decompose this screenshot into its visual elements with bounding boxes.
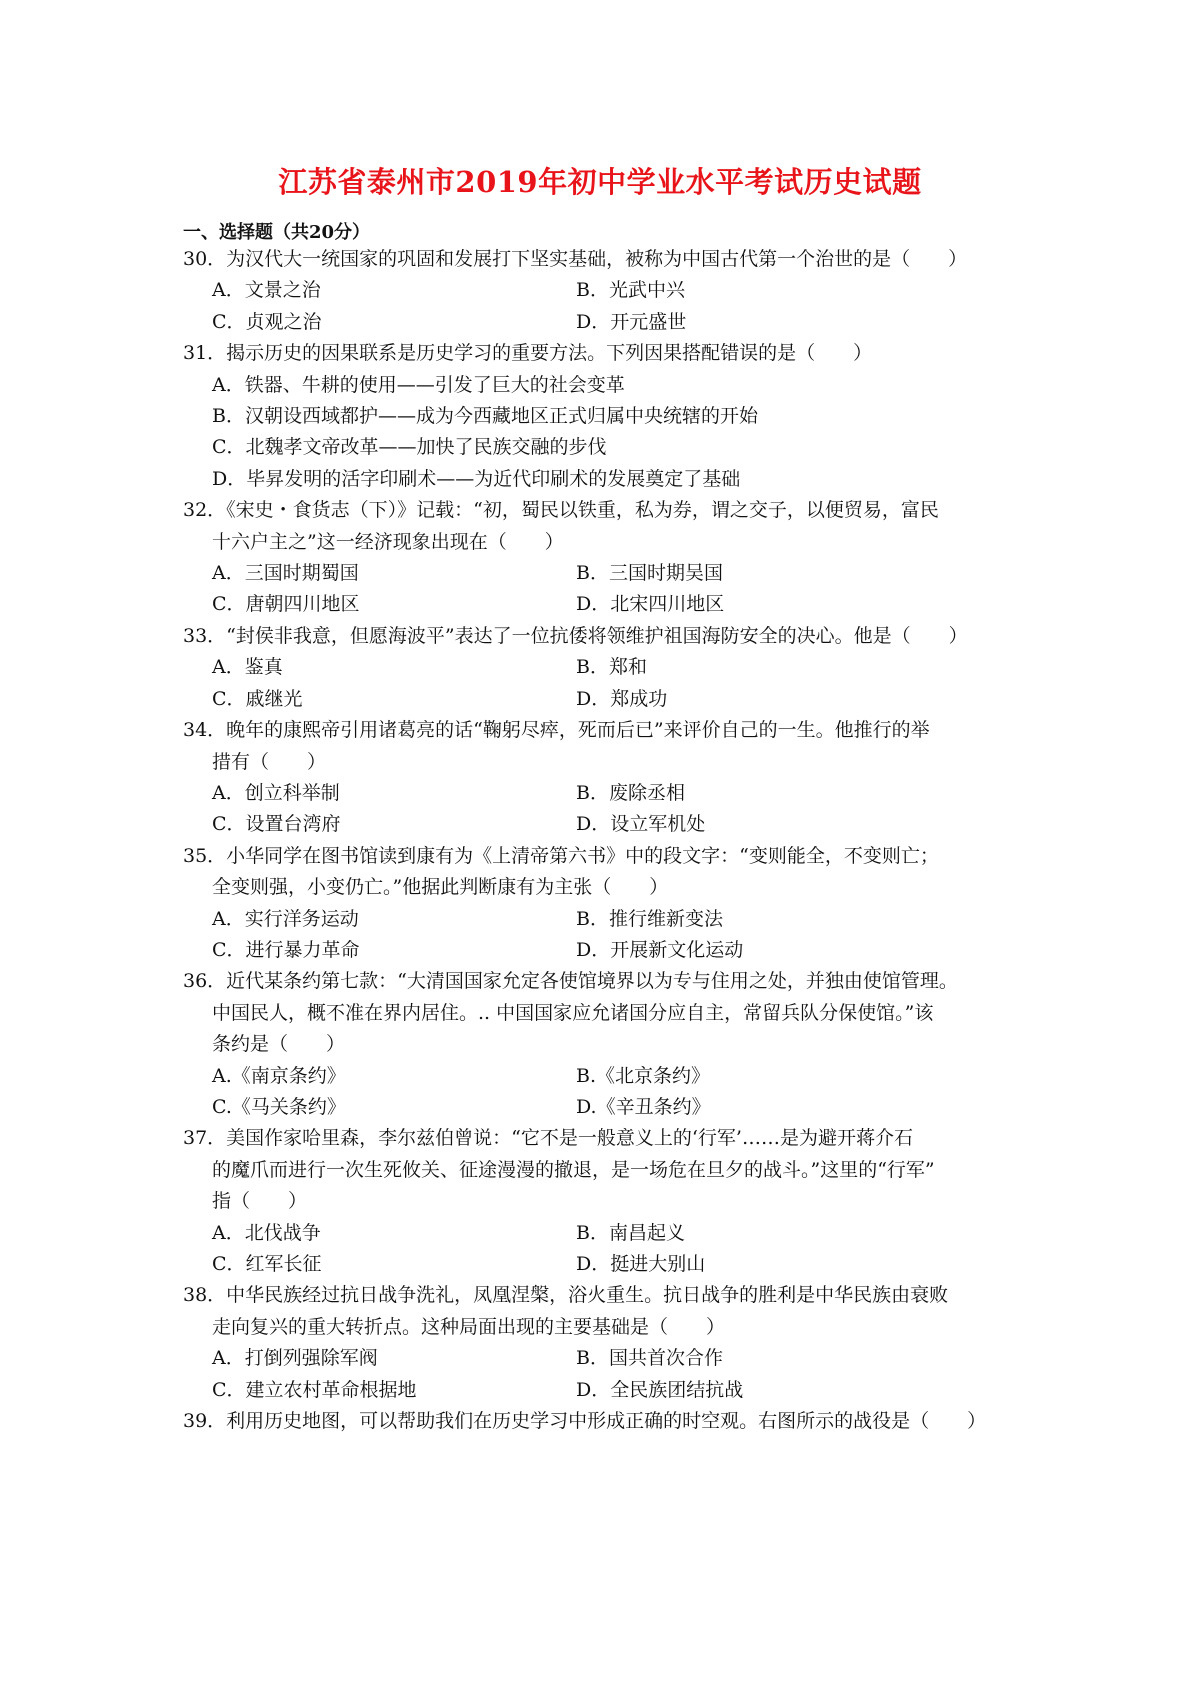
answer-option-a: A．铁器、牛耕的使用——引发了巨大的社会变革	[212, 373, 625, 396]
answer-options	[183, 652, 1043, 715]
answer-option-c: C．建立农村革命根据地	[212, 1378, 417, 1401]
answer-option-a: A．北伐战争	[212, 1221, 321, 1244]
question-stem-continued: 指（ ）	[212, 1190, 308, 1213]
question-stem: 37．美国作家哈里森，李尔兹伯曾说：“它不是一般意义上的‘行军’……是为避开蒋介石	[183, 1127, 913, 1150]
question-stem-continued: 的魔爪而进行一次生死攸关、征途漫漫的撤退，是一场危在旦夕的战斗。”这里的“行军”	[212, 1158, 935, 1181]
question-list	[183, 244, 1043, 1437]
question-39	[183, 1406, 1043, 1437]
question-37	[183, 1123, 1043, 1280]
question-stem: 36．近代某条约第七款：“大清国国家允定各使馆境界以为专与住用之处，并独由使馆管理。	[183, 970, 958, 993]
answer-option-d: D．毕昇发明的活字印刷术——为近代印刷术的发展奠定了基础	[212, 467, 741, 490]
answer-options	[183, 778, 1043, 841]
question-stem-continued: 措有（ ）	[212, 750, 327, 773]
question-stem: 39．利用历史地图，可以帮助我们在历史学习中形成正确的时空观。右图所示的战役是（ ）	[183, 1410, 987, 1433]
answer-options	[183, 904, 1043, 967]
answer-options	[183, 275, 1043, 338]
question-stem: 34．晚年的康熙帝引用诸葛亮的话“鞠躬尽瘁，死而后已”来评价自己的一生。他推行的举	[183, 719, 930, 742]
answer-option-b: B．南昌起义	[576, 1221, 685, 1244]
answer-option-a: A．创立科举制	[212, 781, 340, 804]
question-31	[183, 338, 1043, 495]
question-stem: 30．为汉代大一统国家的巩固和发展打下坚实基础，被称为中国古代第一个治世的是（ ）	[183, 248, 968, 270]
answer-option-c: C．设置台湾府	[212, 813, 341, 836]
answer-option-c: C.《马关条约》	[212, 1095, 346, 1118]
answer-option-a: A．打倒列强除军阀	[212, 1347, 378, 1370]
answer-option-b: B．推行维新变法	[576, 907, 723, 930]
question-stem-continued: 全变则强，小变仍亡。”他据此判断康有为主张（ ）	[212, 876, 669, 899]
answer-option-b: B．汉朝设西域都护——成为今西藏地区正式归属中央统辖的开始	[212, 405, 758, 428]
question-stem: 38．中华民族经过抗日战争洗礼，凤凰涅槃，浴火重生。抗日战争的胜利是中华民族由衰败	[183, 1284, 949, 1307]
question-stem-continued: 中国民人，概不准在界内居住。.. 中国国家应允诸国分应自主，常留兵队分保使馆。”该	[212, 1001, 934, 1024]
answer-option-c: C．贞观之治	[212, 310, 322, 333]
question-stem: 35．小华同学在图书馆读到康有为《上清帝第六书》中的段文字：“变则能全，不变则亡；	[183, 844, 939, 867]
answer-options	[183, 370, 1043, 496]
answer-option-b: B．郑和	[576, 656, 647, 679]
answer-option-b: B.《北京条约》	[576, 1064, 711, 1087]
answer-option-b: B．废除丞相	[576, 781, 685, 804]
answer-option-a: A．三国时期蜀国	[212, 562, 359, 585]
question-stem-continued: 走向复兴的重大转折点。这种局面出现的主要基础是（ ）	[212, 1315, 726, 1338]
answer-options	[183, 1061, 1043, 1124]
question-38	[183, 1280, 1043, 1406]
answer-option-c: C．戚继光	[212, 687, 303, 710]
answer-option-d: D．开展新文化运动	[576, 938, 744, 961]
question-35	[183, 841, 1043, 967]
answer-option-d: D．北宋四川地区	[576, 593, 725, 616]
answer-options	[183, 1343, 1043, 1406]
section-heading: 一、选择题（共20分）	[183, 222, 371, 243]
answer-option-c: C．进行暴力革命	[212, 938, 360, 961]
question-stem: 32．《宋史・食货志（下）》记载：“初，蜀民以铁重，私为券，谓之交子，以便贸易，富民	[183, 499, 939, 522]
question-stem: 33．“封侯非我意，但愿海波平”表达了一位抗倭将领维护祖国海防安全的决心。他是（ ）	[183, 624, 968, 647]
answer-options	[183, 1218, 1043, 1281]
answer-option-d: D．挺进大别山	[576, 1253, 706, 1275]
answer-option-d: D．郑成功	[576, 687, 668, 710]
page-title: 江苏省泰州市2019年初中学业水平考试历史试题	[278, 165, 922, 199]
answer-option-a: A．文景之治	[212, 279, 321, 302]
answer-option-c: C．唐朝四川地区	[212, 593, 360, 616]
answer-option-d: D．设立军机处	[576, 813, 706, 836]
answer-option-b: B．三国时期吴国	[576, 562, 723, 585]
answer-option-b: B．国共首次合作	[576, 1347, 723, 1370]
answer-option-a: A．实行洋务运动	[212, 907, 359, 930]
answer-options	[183, 558, 1043, 621]
question-30	[183, 244, 1043, 338]
answer-option-d: D．开元盛世	[576, 310, 687, 333]
answer-option-c: C．红军长征	[212, 1253, 322, 1275]
answer-option-d: D．全民族团结抗战	[576, 1378, 744, 1401]
question-36	[183, 966, 1043, 1123]
answer-option-b: B．光武中兴	[576, 279, 685, 302]
question-stem-continued: 条约是（ ）	[212, 1033, 346, 1056]
question-32	[183, 495, 1043, 621]
question-stem-continued: 十六户主之”这一经济现象出现在（ ）	[212, 530, 564, 553]
answer-option-a: A.《南京条约》	[212, 1064, 346, 1087]
answer-option-a: A．鉴真	[212, 656, 283, 679]
answer-option-c: C．北魏孝文帝改革——加快了民族交融的步伐	[212, 436, 607, 459]
question-34	[183, 715, 1043, 841]
question-33	[183, 621, 1043, 715]
answer-option-d: D.《辛丑条约》	[576, 1095, 711, 1118]
question-stem: 31．揭示历史的因果联系是历史学习的重要方法。下列因果搭配错误的是（ ）	[183, 342, 873, 365]
